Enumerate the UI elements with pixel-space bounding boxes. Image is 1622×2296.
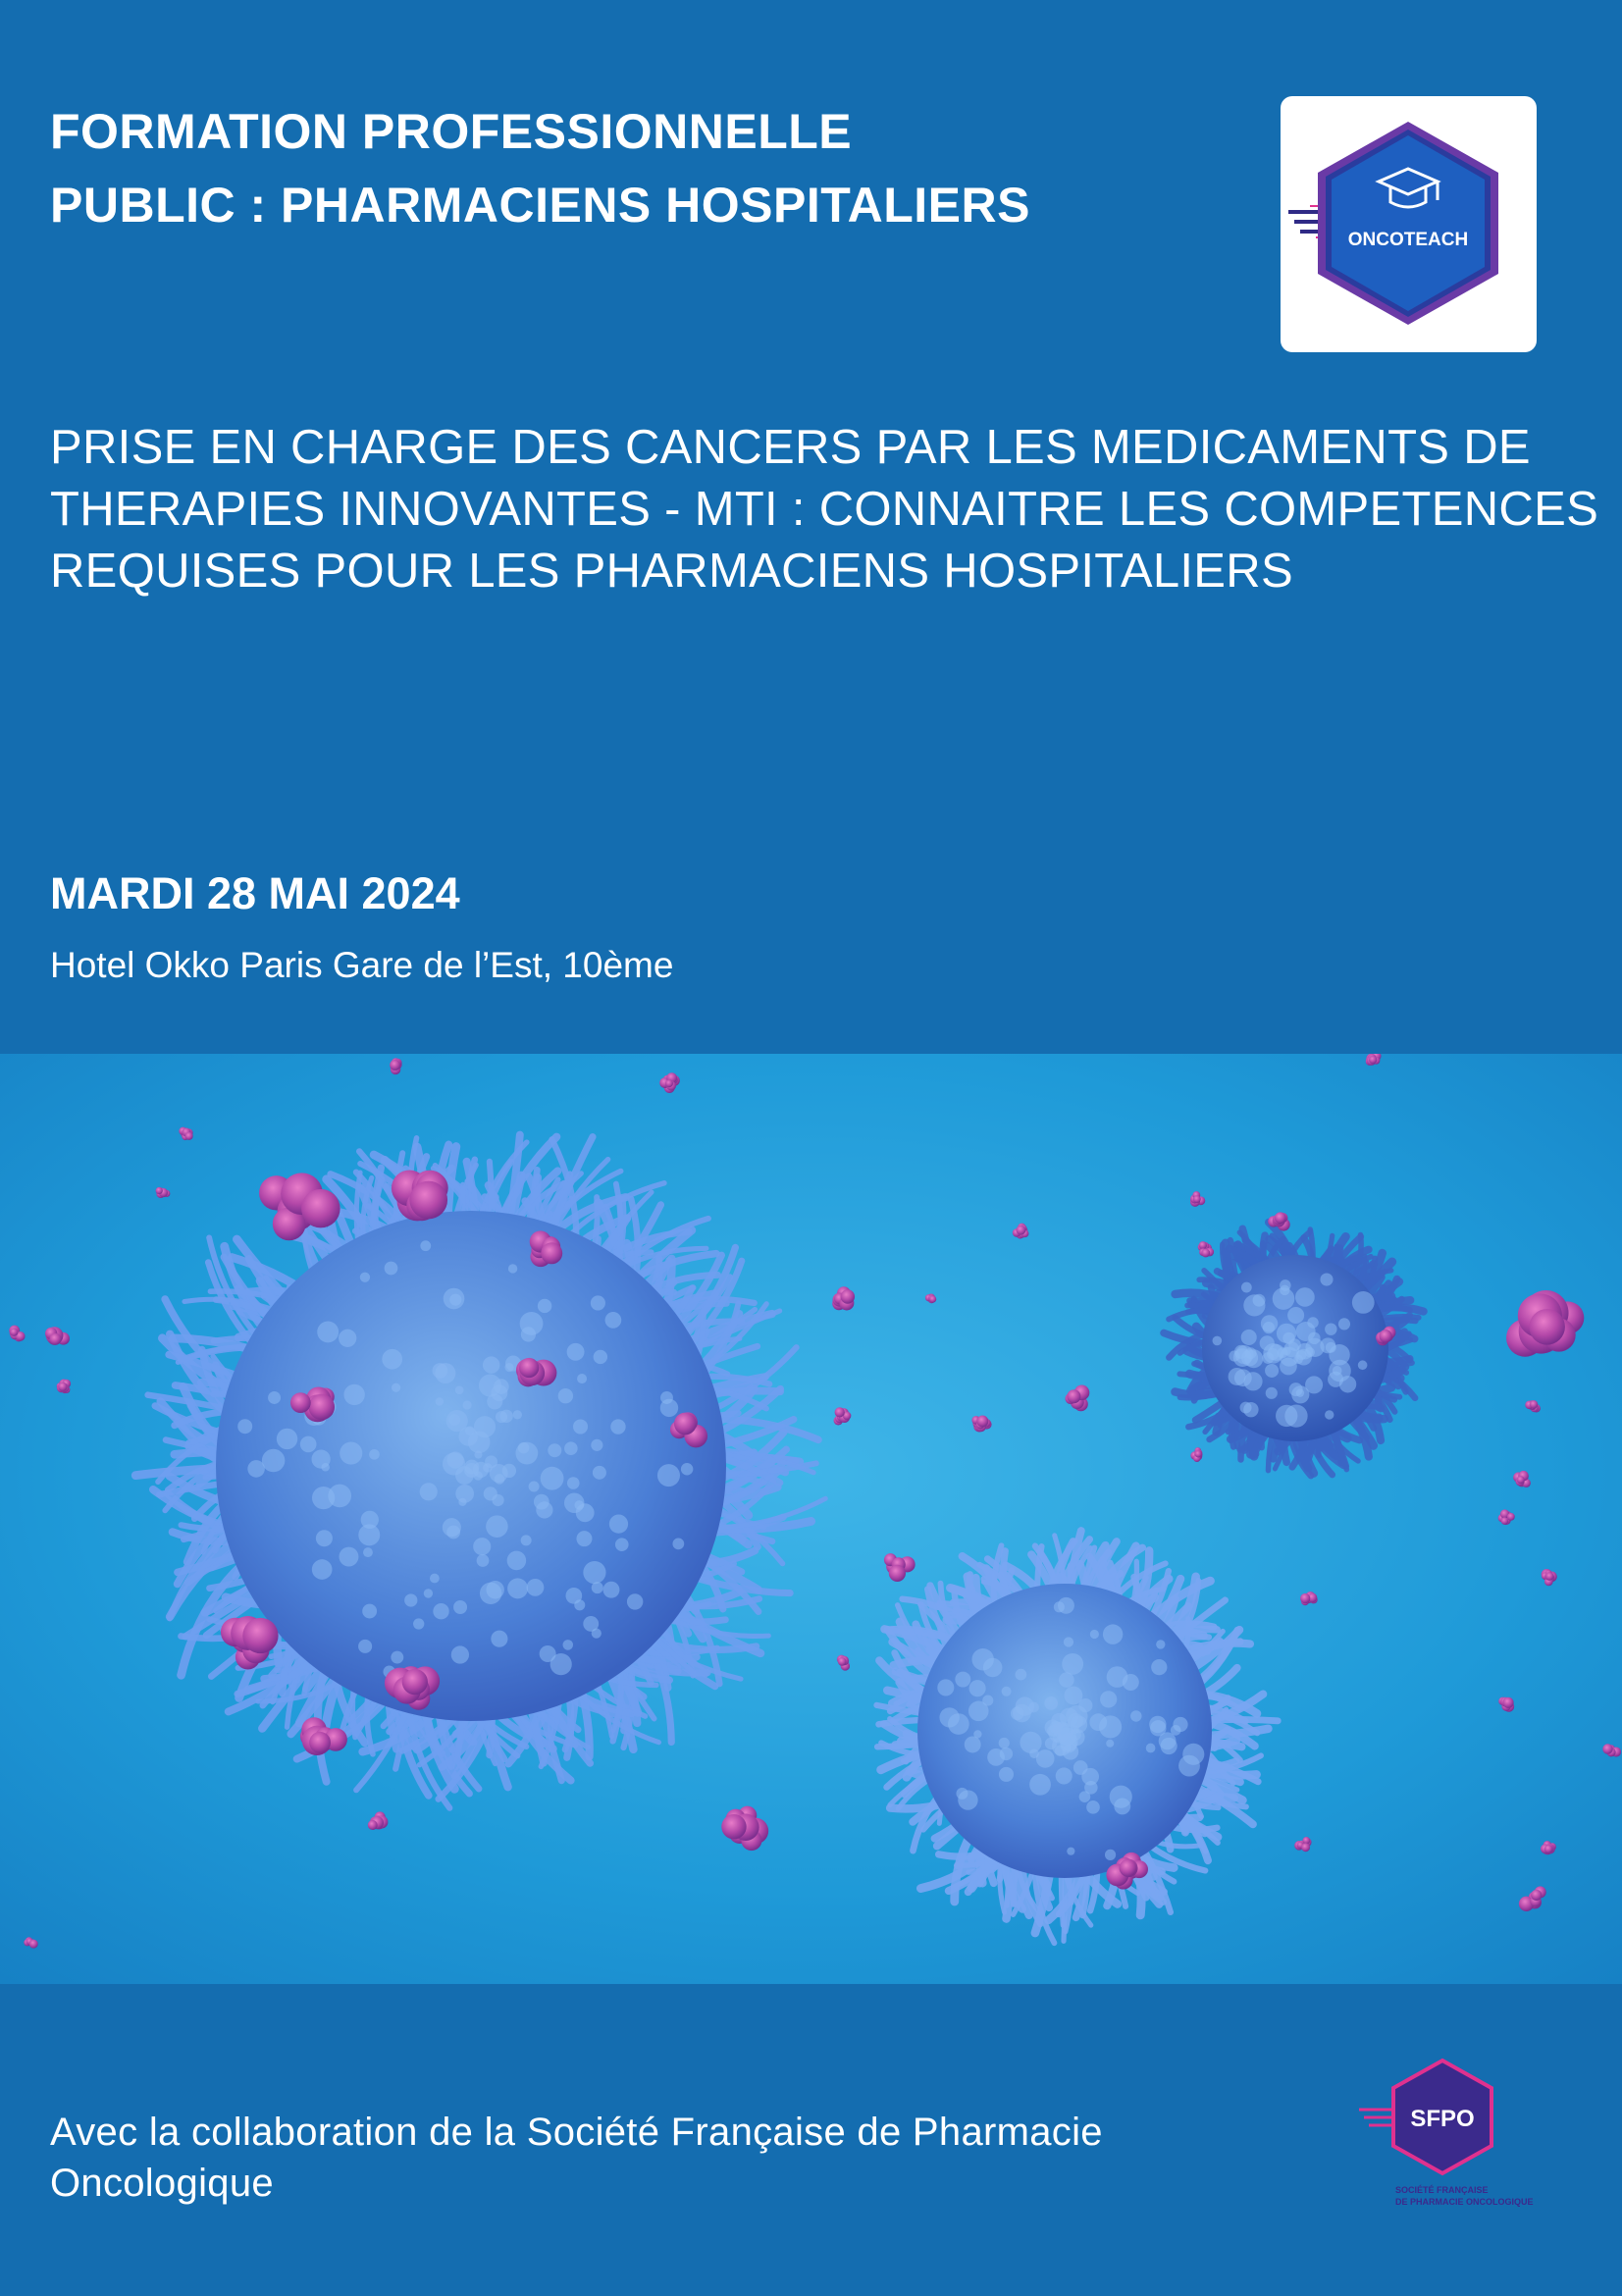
- course-title-line: THERAPIES INNOVANTES - MTI : CONNAITRE LES COMPETENCES: [50, 483, 1599, 536]
- sfpo-name-line1: SOCIÉTÉ FRANÇAISE: [1395, 2185, 1489, 2195]
- course-title-line: PRISE EN CHARGE DES CANCERS PAR LES MEDICAMENTS DE: [50, 421, 1531, 474]
- event-venue: Hotel Okko Paris Gare de l’Est, 10ème: [50, 945, 674, 985]
- oncoteach-hexagon-icon: [1281, 96, 1537, 352]
- sfpo-logo: [1354, 2056, 1580, 2222]
- oncoteach-logo-text: ONCOTEACH: [1347, 230, 1469, 250]
- collaboration-text: [50, 2107, 1103, 2209]
- hero-cells-image: [0, 1054, 1622, 1984]
- course-title-line: REQUISES POUR LES PHARMACIENS HOSPITALIERS: [50, 545, 1293, 598]
- oncoteach-logo: [1281, 96, 1537, 352]
- header-line-1: FORMATION PROFESSIONNELLE: [50, 104, 853, 159]
- course-title: [50, 417, 1599, 602]
- event-date: MARDI 28 MAI 2024: [50, 868, 460, 918]
- sfpo-name-line2: DE PHARMACIE ONCOLOGIQUE: [1395, 2197, 1534, 2207]
- sfpo-hexagon-icon: [1354, 2056, 1580, 2222]
- sfpo-acronym: SFPO: [1410, 2106, 1475, 2132]
- collaboration-line: Avec la collaboration de la Société Française de Pharmacie: [50, 2111, 1103, 2154]
- collaboration-line: Oncologique: [50, 2162, 274, 2205]
- header-line-2: PUBLIC : PHARMACIENS HOSPITALIERS: [50, 178, 1030, 233]
- cells-illustration-icon: [0, 1054, 1622, 1984]
